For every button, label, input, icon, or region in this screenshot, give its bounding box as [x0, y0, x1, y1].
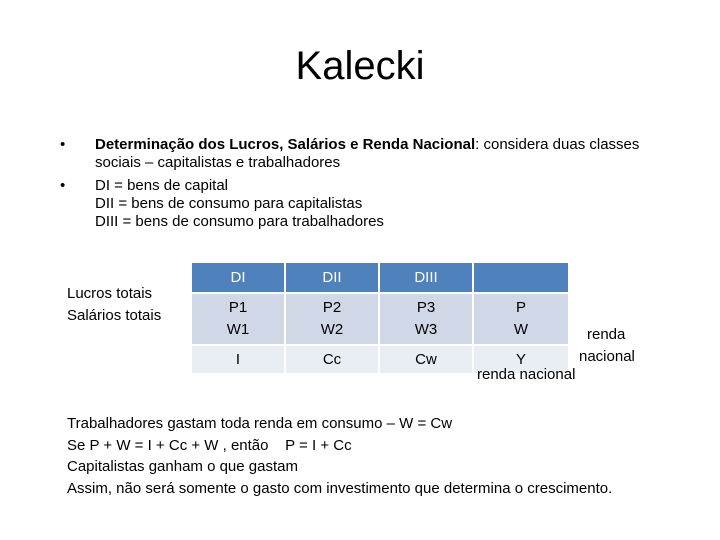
- bullet-dot-icon: •: [60, 136, 66, 153]
- cell-line: W2: [320, 321, 344, 338]
- bullet-list: [60, 136, 680, 231]
- table-cell: [379, 293, 473, 345]
- conclusion-line-1: Trabalhadores gastam toda renda em consumo – W = Cw: [67, 415, 453, 432]
- table-cell: I: [192, 345, 285, 374]
- conclusion-line-3: Capitalistas ganham o que gastam: [67, 458, 298, 475]
- bullet-2-line-1: DI = bens de capital: [95, 177, 229, 194]
- table-header-row: [192, 263, 569, 293]
- table-cell: Y: [473, 345, 569, 374]
- cell-line: P1: [228, 299, 248, 316]
- slide-title: Kalecki: [295, 44, 425, 88]
- side-labels: [67, 283, 161, 327]
- side-label-salarios: Salários totais: [67, 307, 162, 324]
- cell-line: P3: [416, 299, 436, 316]
- table-cell: [285, 293, 379, 345]
- table-header-cell: DI: [192, 263, 285, 293]
- table-header-cell: [473, 263, 569, 293]
- bullet-dot-icon: •: [60, 177, 66, 194]
- bullet-1-text: : considera duas classes sociais – capitalistas e trabalhadores: [95, 136, 640, 171]
- cell-line: P: [515, 299, 526, 316]
- table-cell: [473, 293, 569, 345]
- table-header-cell: DII: [285, 263, 379, 293]
- sector-table: [192, 263, 570, 375]
- table-cell: Cc: [285, 345, 379, 374]
- cell-line: P2: [322, 299, 342, 316]
- bullet-2-line-2: DII = bens de consumo para capitalistas: [95, 195, 363, 212]
- cell-line: W1: [226, 321, 250, 338]
- bullet-item-1: [60, 136, 680, 172]
- side-label-lucros: Lucros totais: [67, 285, 153, 302]
- conclusion-text: [67, 413, 612, 499]
- cell-line: W: [513, 321, 529, 338]
- conclusion-line-4: Assim, não será somente o gasto com investimento que determina o crescimento.: [67, 479, 613, 497]
- table-cell: [192, 293, 285, 345]
- renda-label-line-1: renda: [587, 326, 626, 343]
- table-row: [192, 293, 569, 345]
- table-cell: Cw: [379, 345, 473, 374]
- conclusion-line-2: Se P + W = I + Cc + W , então P = I + Cc: [67, 436, 352, 454]
- table-header-cell: DIII: [379, 263, 473, 293]
- bullet-2-line-3: DIII = bens de consumo para trabalhadores: [95, 213, 384, 230]
- bullet-1-bold-text: Determinação dos Lucros, Salários e Renda Nacional: [95, 136, 476, 153]
- renda-label-line-2: nacional: [579, 348, 635, 365]
- cell-line: W3: [414, 321, 438, 338]
- renda-nacional-label: renda nacional: [477, 366, 576, 383]
- bullet-item-2: [60, 177, 680, 231]
